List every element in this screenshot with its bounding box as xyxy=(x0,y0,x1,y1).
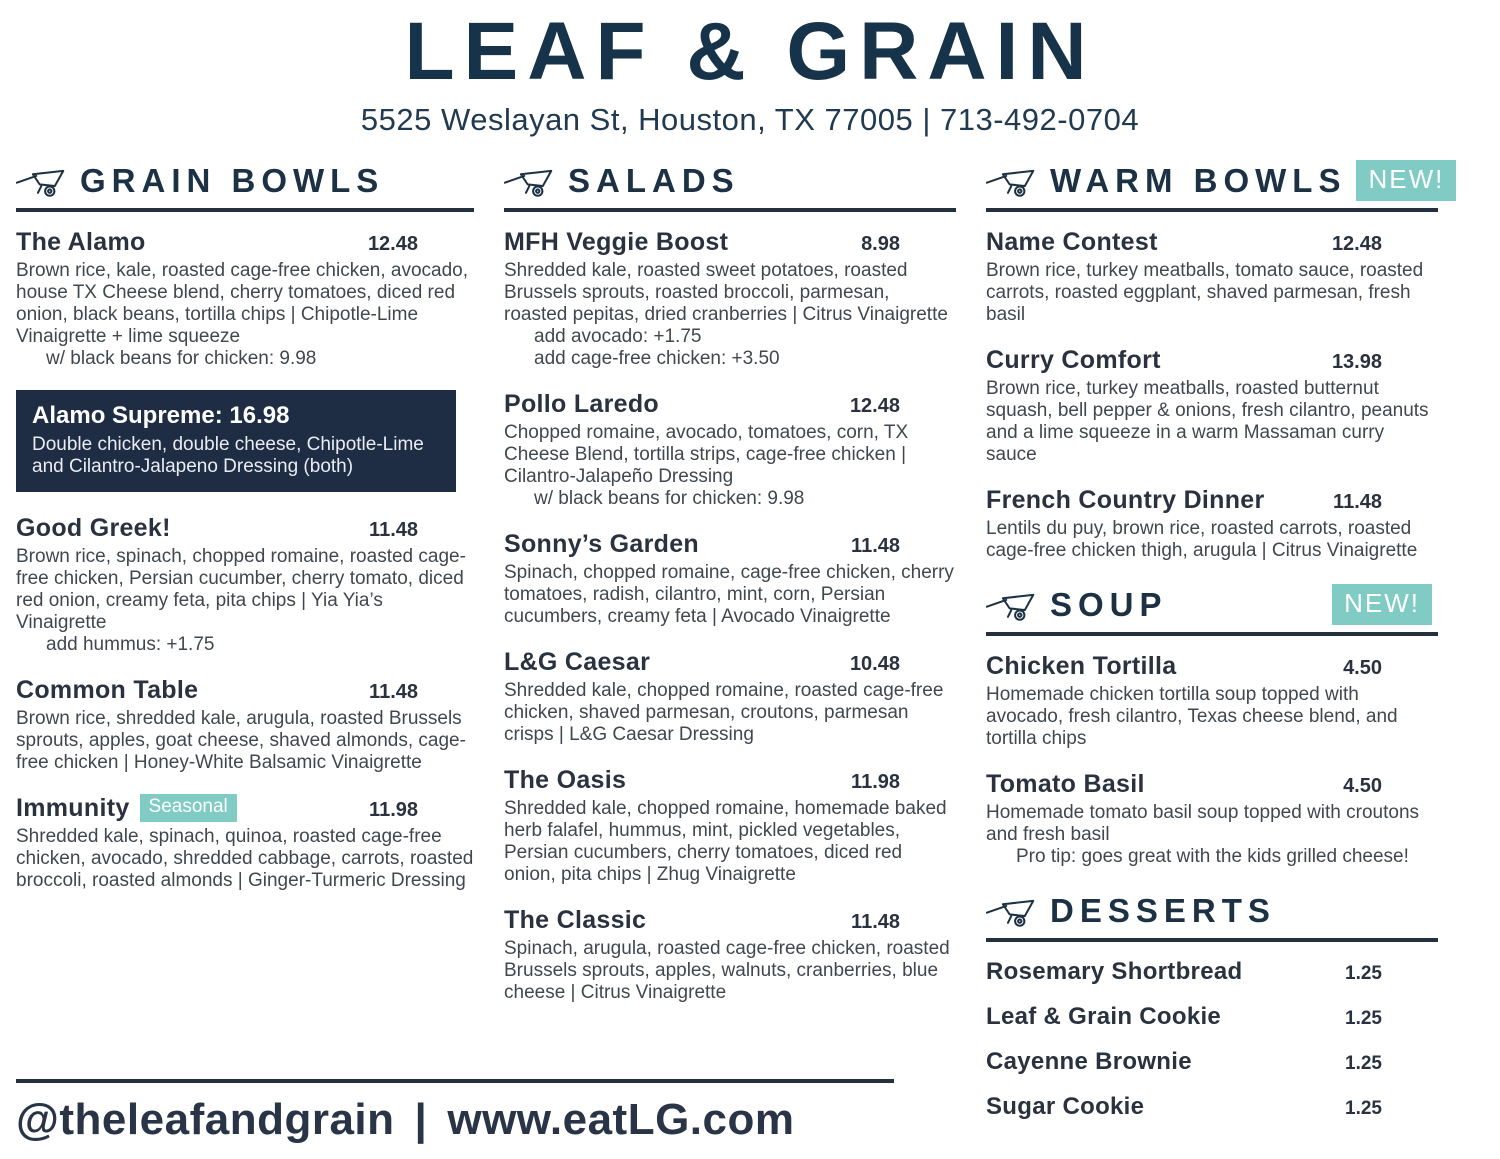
item-description: Brown rice, turkey meatballs, roasted butternut squash, bell pepper & onions, fresh cilantro, peanuts and a lime squeeze in a warm Massaman curry sauce xyxy=(986,377,1429,465)
menu-item xyxy=(986,958,1438,986)
section-title: WARM BOWLS xyxy=(1050,161,1347,199)
item-description: Shredded kale, roasted sweet potatoes, roasted Brussels sprouts, roasted broccoli, parmesan, roasted pepitas, dried cranberries | Citrus Vinaigrette xyxy=(504,259,948,325)
social-handle: @theleafandgrain xyxy=(16,1095,395,1144)
menu-columns xyxy=(0,138,1500,1138)
section-header xyxy=(986,888,1438,934)
item-price: 4.50 xyxy=(1343,774,1382,797)
item-name: Name Contest xyxy=(986,227,1158,256)
item-price: 11.48 xyxy=(1333,490,1382,513)
item-header xyxy=(16,676,474,705)
item-header xyxy=(986,486,1438,515)
item-description: Lentils du puy, brown rice, roasted carrots, roasted cage-free chicken thigh, arugula | Citrus Vinaigrette xyxy=(986,517,1418,561)
wheelbarrow-icon xyxy=(986,587,1040,623)
item-note: add hummus: +1.75 xyxy=(46,633,215,655)
item-name: Leaf & Grain Cookie xyxy=(986,1002,1222,1030)
section-divider xyxy=(986,938,1438,942)
restaurant-name: LEAF & GRAIN xyxy=(404,6,1096,97)
featured-title: Alamo Supreme: 16.98 xyxy=(32,401,290,429)
wheelbarrow-icon xyxy=(16,163,70,199)
section-header xyxy=(16,158,474,204)
wheelbarrow-icon xyxy=(504,163,558,199)
item-note: Pro tip: goes great with the kids grilled cheese! xyxy=(1016,845,1409,867)
menu-item xyxy=(16,228,474,370)
wheelbarrow-icon xyxy=(986,893,1040,929)
item-name: The Oasis xyxy=(504,765,627,794)
item-price: 11.48 xyxy=(851,534,900,557)
item-name: L&G Caesar xyxy=(504,647,651,676)
item-price: 8.98 xyxy=(861,232,900,255)
section-header xyxy=(986,582,1438,628)
item-header xyxy=(504,648,956,677)
section-divider xyxy=(16,208,474,212)
menu-item xyxy=(986,770,1438,868)
item-description: Chopped romaine, avocado, tomatoes, corn, TX Cheese Blend, tortilla strips, cage-free chicken | Cilantro-Jalapeño Dressing xyxy=(504,421,909,487)
section-salads xyxy=(504,158,956,1004)
item-price: 11.98 xyxy=(851,770,900,793)
item-price: 1.25 xyxy=(1345,1097,1382,1119)
item-description: Spinach, arugula, roasted cage-free chicken, roasted Brussels sprouts, apples, walnuts, cranberries, blue cheese | Citrus Vinaigrette xyxy=(504,937,950,1003)
section-header xyxy=(986,158,1445,204)
menu-item xyxy=(986,1003,1438,1031)
menu-item xyxy=(16,676,474,774)
item-price: 11.48 xyxy=(851,910,900,933)
website-url: www.eatLG.com xyxy=(447,1095,795,1144)
item-note: w/ black beans for chicken: 9.98 xyxy=(46,347,317,369)
item-header xyxy=(504,530,956,559)
section-divider xyxy=(504,208,956,212)
featured-box xyxy=(16,390,456,492)
item-description: Shredded kale, spinach, quinoa, roasted cage-free chicken, avocado, shredded cabbage, carrots, roasted broccoli, roasted almonds | Ginger-Turmeric Dressing xyxy=(16,825,474,891)
item-name: Good Greek! xyxy=(16,513,171,542)
menu-item xyxy=(986,228,1438,326)
item-description: Brown rice, kale, roasted cage-free chicken, avocado, house TX Cheese blend, cherry tomatoes, diced red onion, black beans, tortilla chips | Chipotle-Lime Vinaigrette + lime squeeze xyxy=(16,259,469,347)
item-description: Brown rice, spinach, chopped romaine, roasted cage-free chicken, Persian cucumber, cherry tomato, diced red onion, creamy feta, pita chips | Yia Yia’s Vinaigrette xyxy=(16,545,466,633)
menu-item xyxy=(986,1048,1438,1076)
item-description: Brown rice, turkey meatballs, tomato sauce, roasted carrots, roasted eggplant, shaved parmesan, fresh basil xyxy=(986,259,1424,325)
section-header xyxy=(504,158,956,204)
section-divider xyxy=(986,208,1438,212)
item-price: 1.25 xyxy=(1345,1052,1382,1074)
item-header xyxy=(16,514,474,543)
item-header xyxy=(16,794,474,823)
section-title: SALADS xyxy=(568,161,740,199)
menu-item xyxy=(504,228,956,370)
footer xyxy=(16,1079,894,1145)
item-name: Chicken Tortilla xyxy=(986,651,1177,680)
menu-item xyxy=(986,652,1438,750)
item-note: add cage-free chicken: +3.50 xyxy=(534,347,780,369)
section-soup xyxy=(986,582,1438,868)
menu-item xyxy=(504,648,956,746)
menu-item xyxy=(504,530,956,628)
item-price: 12.48 xyxy=(367,232,418,255)
featured-description: Double chicken, double cheese, Chipotle-Lime and Cilantro-Jalapeno Dressing (both) xyxy=(32,433,424,477)
item-name: Tomato Basil xyxy=(986,769,1145,798)
item-price: 13.98 xyxy=(1331,350,1382,373)
item-name: French Country Dinner xyxy=(986,485,1265,514)
item-header xyxy=(504,228,956,257)
menu-item xyxy=(504,766,956,886)
column-salads xyxy=(504,158,956,1024)
menu-item xyxy=(16,514,474,656)
section-divider xyxy=(986,632,1438,636)
section-title: GRAIN BOWLS xyxy=(80,161,385,199)
item-header xyxy=(986,770,1438,799)
item-price: 4.50 xyxy=(1343,656,1382,679)
section-warm-bowls xyxy=(986,158,1445,562)
section-title: DESSERTS xyxy=(1050,891,1276,929)
wheelbarrow-icon xyxy=(986,163,1040,199)
header xyxy=(0,0,1500,138)
menu-item xyxy=(504,390,956,510)
new-badge: NEW! xyxy=(1356,160,1456,201)
item-name: Cayenne Brownie xyxy=(986,1047,1192,1075)
item-header xyxy=(986,346,1438,375)
item-description: Brown rice, shredded kale, arugula, roasted Brussels sprouts, apples, goat cheese, shaved almonds, cage-free chicken | Honey-White Balsamic Vinaigrette xyxy=(16,707,466,773)
item-header xyxy=(986,652,1438,681)
item-note: add avocado: +1.75 xyxy=(534,325,702,347)
item-header xyxy=(986,228,1438,257)
item-price: 12.48 xyxy=(849,394,900,417)
menu-item xyxy=(986,486,1438,562)
item-description: Spinach, chopped romaine, cage-free chicken, cherry tomatoes, radish, cilantro, mint, corn, Persian cucumbers, creamy feta | Avocado Vinaigrette xyxy=(504,561,954,627)
section-grain-bowls xyxy=(16,158,474,892)
item-header xyxy=(16,228,474,257)
item-description: Shredded kale, chopped romaine, roasted cage-free chicken, shaved parmesan, croutons, parmesan crisps | L&G Caesar Dressing xyxy=(504,679,944,745)
column-grain-bowls xyxy=(16,158,474,912)
item-name: The Classic xyxy=(504,905,647,934)
item-price: 11.48 xyxy=(369,680,418,703)
column-warm-soup-desserts xyxy=(986,158,1445,1138)
menu-item xyxy=(986,346,1438,466)
menu-item xyxy=(16,794,474,892)
item-price: 11.48 xyxy=(369,518,418,541)
item-name: Pollo Laredo xyxy=(504,389,660,418)
item-name: Common Table xyxy=(16,675,199,704)
item-description: Homemade chicken tortilla soup topped with avocado, fresh cilantro, Texas cheese blend, and tortilla chips xyxy=(986,683,1398,749)
footer-separator: | xyxy=(414,1095,428,1144)
item-name: Curry Comfort xyxy=(986,345,1161,374)
seasonal-badge: Seasonal xyxy=(140,794,237,822)
item-note: w/ black beans for chicken: 9.98 xyxy=(534,487,805,509)
item-description: Homemade tomato basil soup topped with croutons and fresh basil xyxy=(986,801,1420,845)
item-name: Sonny’s Garden xyxy=(504,529,699,558)
new-badge: NEW! xyxy=(1332,584,1432,625)
address-phone: 5525 Weslayan St, Houston, TX 77005 | 713-492-0704 xyxy=(360,101,1140,137)
item-header xyxy=(504,766,956,795)
menu-item xyxy=(504,906,956,1004)
item-price: 1.25 xyxy=(1345,1007,1382,1029)
item-name: MFH Veggie Boost xyxy=(504,227,729,256)
item-price: 1.25 xyxy=(1345,962,1382,984)
item-name: Sugar Cookie xyxy=(986,1092,1145,1120)
footer-text xyxy=(16,1095,894,1145)
item-description: Shredded kale, chopped romaine, homemade baked herb falafel, hummus, mint, pickled vegetables, Persian cucumbers, cherry tomatoes, diced red onion, pita chips | Zhug Vinaigrette xyxy=(504,797,947,885)
section-desserts xyxy=(986,888,1438,1121)
item-name: Rosemary Shortbread xyxy=(986,957,1243,985)
menu-item xyxy=(986,1093,1438,1121)
item-price: 10.48 xyxy=(849,652,900,675)
item-name: Immunity xyxy=(16,793,130,822)
item-header xyxy=(504,390,956,419)
section-title: SOUP xyxy=(1050,585,1168,623)
item-price: 12.48 xyxy=(1331,232,1382,255)
item-name: The Alamo xyxy=(16,227,146,256)
item-header xyxy=(504,906,956,935)
item-price: 11.98 xyxy=(369,798,418,821)
